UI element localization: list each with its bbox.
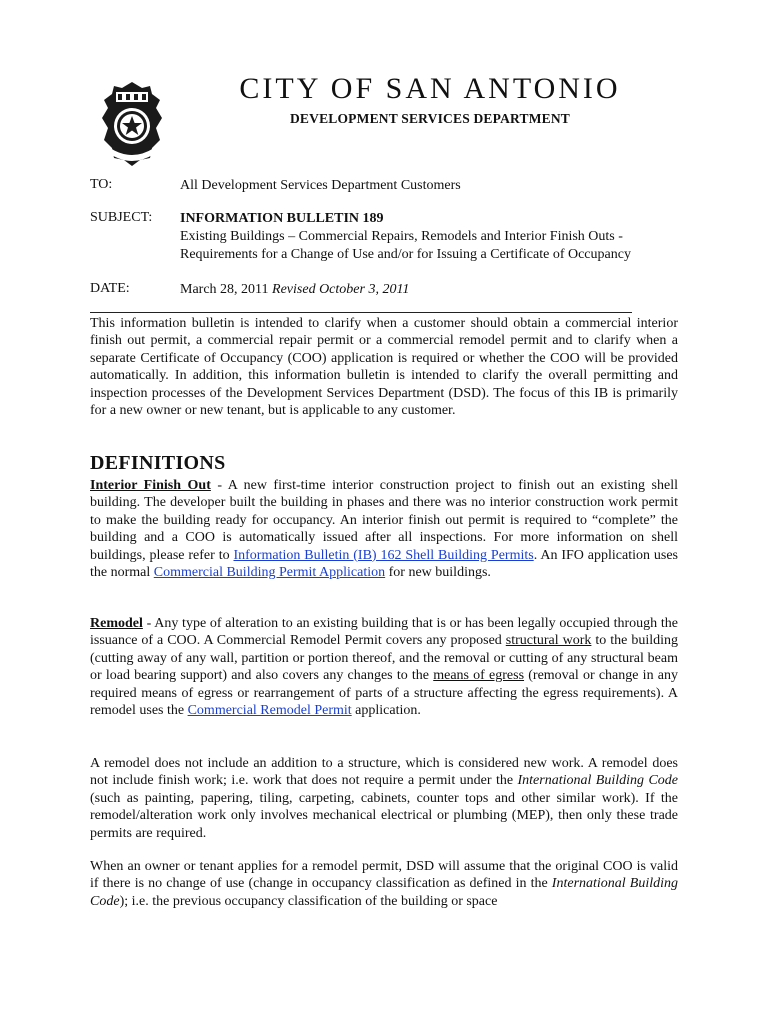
exclusions-text-2: (such as painting, papering, tiling, carpeting, cabinets, counter tops and other similar work). If the remodel/alteration work only involves mechanical electrical or plumbing (MEP), then only these trade permits are required. <box>90 790 678 841</box>
to-value: All Development Services Department Customers <box>180 178 461 193</box>
header-divider <box>90 312 632 313</box>
coo-text-1: When an owner or tenant applies for a remodel permit, DSD will assume that the original COO is valid if there is no change of use (change in occupancy classification as defined in the <box>90 859 678 892</box>
date-label: DATE: <box>90 281 130 296</box>
remodel-text-3: (removal or change in any required means of egress or rearrangement of parts of a structure affecting the egress requirements). A remodel uses the <box>90 668 678 719</box>
subject-title: INFORMATION BULLETIN 189 <box>180 211 384 226</box>
ifo-text-2: . An IFO application uses the normal <box>90 547 678 581</box>
remodel-text-1: - Any type of alteration to an existing building that is or has been legally occupied through the issuance of a COO. A Commercial Remodel Permit covers any proposed <box>90 616 678 649</box>
coo-text-2: ); i.e. the previous occupancy classification of the building or space <box>119 893 498 909</box>
city-title: CITY OF SAN ANTONIO <box>239 72 621 105</box>
ibc-reference-2: International Building Code <box>90 876 678 909</box>
subject-line-1: Existing Buildings – Commercial Repairs, Remodels and Interior Finish Outs - <box>180 229 623 244</box>
remodel-text-2: to the building (cutting away of any wall, partition or portion thereof, and the removal or cutting of any structural beam or load bearing support) and also covers any changes to the <box>90 633 678 684</box>
remodel-exclusions-paragraph <box>90 755 678 842</box>
exclusions-text-1: A remodel does not include an addition to a structure, which is considered new work. A remodel does not include finish work; i.e. work that does not require a permit under the <box>90 756 678 789</box>
ib162-link[interactable]: Information Bulletin (IB) 162 Shell Building Permits <box>233 547 534 563</box>
ifo-term: Interior Finish Out <box>90 478 211 493</box>
subject-label: SUBJECT: <box>90 210 153 225</box>
to-label: TO: <box>90 177 113 192</box>
ifo-text-3: for new buildings. <box>385 565 491 581</box>
remodel-term: Remodel <box>90 616 143 631</box>
remodel-text-4: application. <box>351 703 421 719</box>
intro-paragraph: This information bulletin is intended to clarify when a customer should obtain a commercial interior finish out permit, a commercial repair permit or a commercial remodel permit and to clarify when a separate Certificate of Occupancy (COO) application is required or whether the COO will be provided automatically. In addition, this information bulletin is intended to clarify the overall permitting and inspection processes of the Development Services Department (DSD). The focus of this IB is primarily for a new owner or new tenant, but is applicable to any customer. <box>90 316 678 419</box>
date-revised: Revised October 3, 2011 <box>272 282 410 297</box>
remodel-paragraph <box>90 615 678 719</box>
ifo-paragraph <box>90 477 678 581</box>
date-value <box>180 281 409 299</box>
ibc-reference: International Building Code <box>517 773 679 789</box>
date-original: March 28, 2011 <box>180 282 269 297</box>
ifo-text-1: - A new first-time interior construction project to finish out an existing shell building. The developer built the building in phases and there was no interior construction work permit to make the building ready for occupancy. An interior finish out permit is required to “complete” the building and a COO is automatically issued after all inspections. For more information on shell buildings, please refer to <box>90 478 678 563</box>
remodel-coo-paragraph <box>90 858 678 910</box>
department-name: DEVELOPMENT SERVICES DEPARTMENT <box>289 111 571 126</box>
means-of-egress-term: means of egress <box>433 668 525 684</box>
subject-line-2: Requirements for a Change of Use and/or for Issuing a Certificate of Occupancy <box>180 247 631 262</box>
structural-work-term: structural work <box>505 633 592 649</box>
commercial-remodel-permit-link[interactable]: Commercial Remodel Permit <box>187 703 352 719</box>
commercial-building-permit-link[interactable]: Commercial Building Permit Application <box>153 565 386 581</box>
definitions-heading: DEFINITIONS <box>90 452 226 474</box>
